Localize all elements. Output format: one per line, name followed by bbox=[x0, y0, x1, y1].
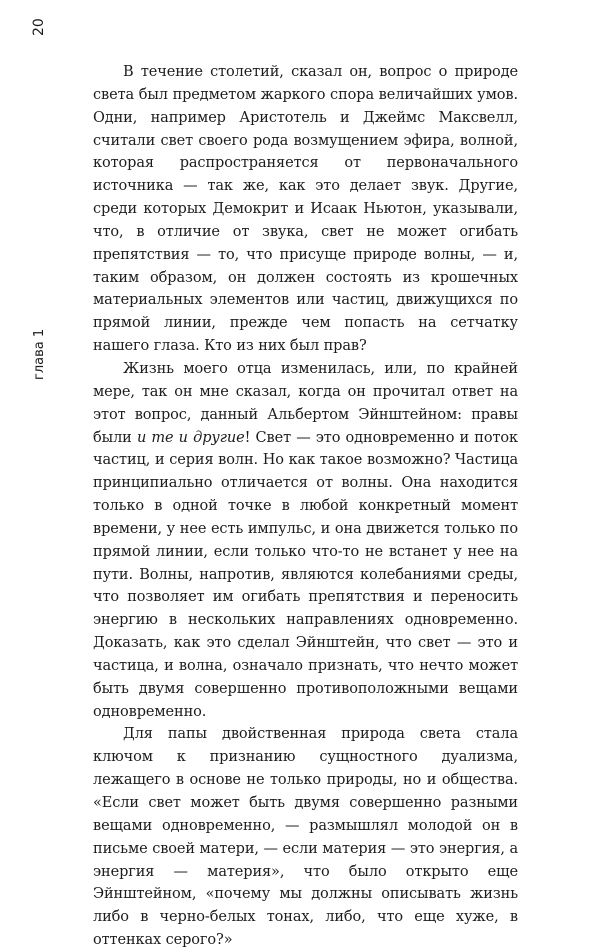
paragraph-2-italic: и те и другие bbox=[136, 429, 245, 446]
paragraph-3 bbox=[93, 723, 518, 951]
page-number: 20 bbox=[31, 18, 47, 36]
paragraph-1-text: В течение столетий, сказал он, вопрос о природе света был предметом жаркого спора величайших умов. Одни, например Аристотель и Джеймс Максвелл, считали свет своего рода возмущением эфира, волной, которая распространяется от первоначального источника — так же, как это делает звук. Другие, среди которых Демокрит и Исаак Ньютон, указывали, что, в отличие от звука, свет не может огибать препятствия — то, что присуще природе волны, — и, таким образом, он должен состоять из крошечных материальных элементов или частиц, движущихся по прямой линии, прежде чем попасть на сетчатку нашего глаза. Кто из них был прав? bbox=[93, 64, 518, 355]
paragraph-2-text-a: Жизнь моего отца изменилась, или, по крайней мере, так он мне сказал, когда он прочитал ответ на этот вопрос, данный Альбертом Эйнштейном: правы были bbox=[93, 360, 518, 446]
paragraph-2 bbox=[93, 358, 518, 724]
paragraph-1 bbox=[93, 61, 518, 358]
paragraph-2-text-b: ! Свет — это одновременно и поток частиц, и серия волн. Но как такое возможно? Частица принципиально отличается от волны. Она находится только в одной точке в любой конкретный момент времени, у нее есть импульс, и она движется только по прямой линии, если только что-то не встанет у нее на пути. Волны, напротив, являются колебаниями среды, что позволяет им огибать препятствия и переносить энергию в нескольких направлениях одновременно. Доказать, как это сделал Эйнштейн, что свет — это и частица, и волна, означало признать, что нечто может быть двумя совершенно противоположными вещами одновременно. bbox=[93, 429, 518, 720]
body-text bbox=[93, 61, 518, 952]
paragraph-3-text: Для папы двойственная природа света стала ключом к признанию сущностного дуализма, лежащего в основе не только природы, но и общества. «Если свет может быть двумя совершенно разными вещами одновременно, — размышлял молодой он в письме своей матери, — если материя — это энергия, а энергия — материя», что было открыто еще Эйнштейном, «почему мы должны описывать жизнь либо в черно-белых тонах, либо, что еще хуже, в оттенках серого?» bbox=[93, 726, 518, 949]
chapter-label: глава 1 bbox=[32, 328, 47, 380]
